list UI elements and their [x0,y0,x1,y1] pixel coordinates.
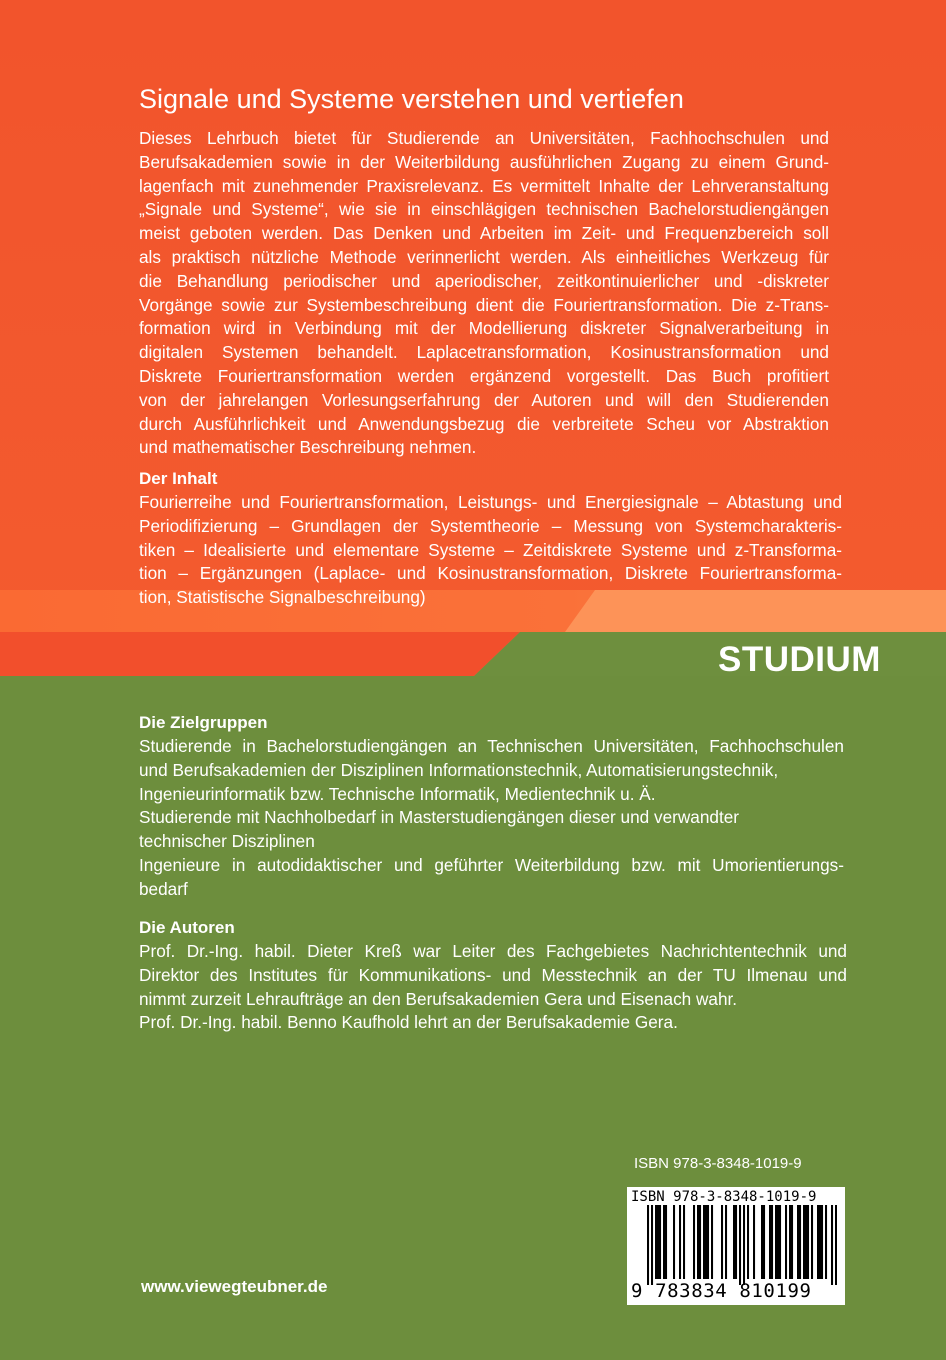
barcode-bar [785,1205,787,1279]
barcode-bar [831,1205,833,1285]
barcode-bar [665,1205,667,1279]
barcode-bar [647,1205,649,1285]
inhalt-line: tion – Ergänzungen (Laplace- und Kosinustransformation, Diskrete Fouriertransforma- [139,563,842,584]
inhalt-heading: Der Inhalt [139,469,218,488]
inhalt-line: Fourierreihe und Fouriertransformation, Leistungs- und Energiesignale – Abtastung und [139,492,842,512]
barcode-bars [647,1205,837,1285]
barcode-bar [817,1205,819,1279]
barcode-bar [803,1205,805,1279]
barcode-bar [721,1205,723,1279]
intro-line: und mathematischer Beschreibung nehmen. [139,437,477,458]
barcode-bar [663,1205,665,1279]
intro-line: meist geboten werden. Das Denken und Arbeiten im Zeit- und Frequenzbereich soll [139,223,829,244]
barcode-bar [699,1205,701,1279]
zielgruppen-line: Studierende in Bachelorstudiengängen an Technischen Universitäten, Fachhochschulen [139,736,844,756]
intro-line: digitalen Systemen behandelt. Laplacetransformation, Kosinustransformation und [139,342,829,363]
barcode-bar [743,1205,745,1285]
barcode-bar [819,1205,821,1279]
barcode-bar [771,1205,773,1279]
barcode-bar [777,1205,779,1279]
zielgruppen-line: Studierende mit Nachholbedarf in Masterstudiengängen dieser und verwandter [139,807,740,828]
page-title: Signale und Systeme verstehen und vertiefen [139,84,684,114]
autoren-line: Prof. Dr.-Ing. habil. Benno Kaufhold lehrt an der Berufsakademie Gera. [139,1012,678,1033]
intro-line: Vorgänge sowie zur Systembeschreibung dient die Fouriertransformation. Die z-Trans- [139,294,829,315]
intro-line: „Signale und Systeme“, wie sie in einschlägigen technischen Bachelorstudiengängen [139,199,829,220]
series-label: STUDIUM [718,640,881,679]
barcode-bar [703,1205,705,1279]
barcode-bar [739,1205,741,1285]
barcode-bar [725,1205,727,1279]
inhalt-line: tiken – Idealisierte und elementare Systeme – Zeitdiskrete Systeme und z-Transforma- [139,539,842,560]
intro-line: als praktisch nützliche Methode verinnerlicht werden. Als einheitliches Werkzeug für [139,246,829,267]
intro-line: formation wird in Verbindung mit der Modellierung diskreter Signalverarbeitung in [139,318,829,339]
barcode-bar [799,1205,801,1279]
autoren-paragraph [139,940,847,1035]
autoren-line: nimmt zurzeit Lehraufträge an den Berufsakademien Gera und Eisenach wahr. [139,988,738,1009]
barcode-bar [697,1205,699,1279]
barcode-bar [655,1205,657,1279]
barcode-bar [753,1205,755,1279]
barcode-bar [805,1205,807,1279]
zielgruppen-line: technischer Disziplinen [139,831,315,852]
barcode-bar [693,1205,695,1279]
intro-line: lagenfach mit zunehmender Praxisrelevanz. Es vermittelt Inhalte der Lehrveranstaltung [139,175,829,196]
intro-line: Dieses Lehrbuch bietet für Studierende an Universitäten, Fachhochschulen und [139,128,829,148]
autoren-line: Prof. Dr.-Ing. habil. Dieter Kreß war Leiter des Fachgebietes Nachrichtentechnik und [139,941,847,961]
barcode-bar [747,1205,749,1279]
isbn-text: ISBN 978-3-8348-1019-9 [634,1155,802,1172]
barcode-bar [673,1205,675,1279]
barcode-bar [791,1205,793,1279]
barcode-bar [735,1205,737,1279]
intro-line: von der jahrelangen Vorlesungserfahrung der Autoren und will den Studierenden [139,389,829,410]
zielgruppen-line: und Berufsakademien der Disziplinen Informationstechnik, Automatisierungstechnik, [139,759,779,780]
zielgruppen-heading: Die Zielgruppen [139,713,268,732]
zielgruppen-line: Ingenieure in autodidaktischer und geführter Weiterbildung bzw. mit Umorientierungs- [139,854,844,875]
barcode-bar [769,1205,771,1279]
barcode-bar [761,1205,763,1279]
barcode-digits: 9 783834 810199 [631,1280,812,1302]
zielgruppen-line: Ingenieurinformatik bzw. Technische Informatik, Medientechnik u. Ä. [139,783,656,804]
barcode-bar [733,1205,735,1279]
intro-paragraph [139,127,829,460]
barcode-bar [825,1205,827,1279]
barcode-bar [821,1205,823,1279]
autoren-line: Direktor des Institutes für Kommunikations- und Messtechnik an der TU Ilmenau und [139,964,847,985]
publisher-website: www.viewegteubner.de [141,1277,328,1296]
zielgruppen-paragraph [139,735,844,902]
barcode-bar [705,1205,707,1279]
barcode-bar [797,1205,799,1279]
barcode-bar [657,1205,659,1279]
barcode-bar [659,1205,661,1279]
inhalt-line: tion, Statistische Signalbeschreibung) [139,587,426,608]
barcode-bar [779,1205,781,1279]
intro-line: Berufsakademien sowie in der Weiterbildung ausführlichen Zugang zu einem Grund- [139,151,829,172]
barcode-bar [679,1205,681,1279]
barcode-bar [651,1205,653,1285]
intro-line: durch Ausführlichkeit und Anwendungsbezug die verbreitete Scheu vor Abstraktion [139,413,829,434]
barcode-bar [711,1205,713,1279]
barcode-bar [775,1205,777,1279]
barcode-bar [707,1205,709,1279]
inhalt-line: Periodifizierung – Grundlagen der Systemtheorie – Messung von Systemcharakteris- [139,515,842,536]
barcode-bar [763,1205,765,1279]
autoren-heading: Die Autoren [139,918,235,937]
barcode-bar [811,1205,813,1279]
barcode-isbn-label: ISBN 978-3-8348-1019-9 [631,1189,817,1205]
inhalt-paragraph [139,491,842,610]
barcode [627,1187,845,1305]
intro-line: die Behandlung periodischer und aperiodischer, zeitkontinuierlicher und -diskreter [139,270,829,291]
barcode-bar [807,1205,809,1279]
barcode-bar [683,1205,685,1279]
barcode-bar [789,1205,791,1279]
zielgruppen-line: bedarf [139,878,188,899]
barcode-bar [835,1205,837,1285]
intro-line: Diskrete Fouriertransformation werden ergänzend vorgestellt. Das Buch profitiert [139,365,829,386]
